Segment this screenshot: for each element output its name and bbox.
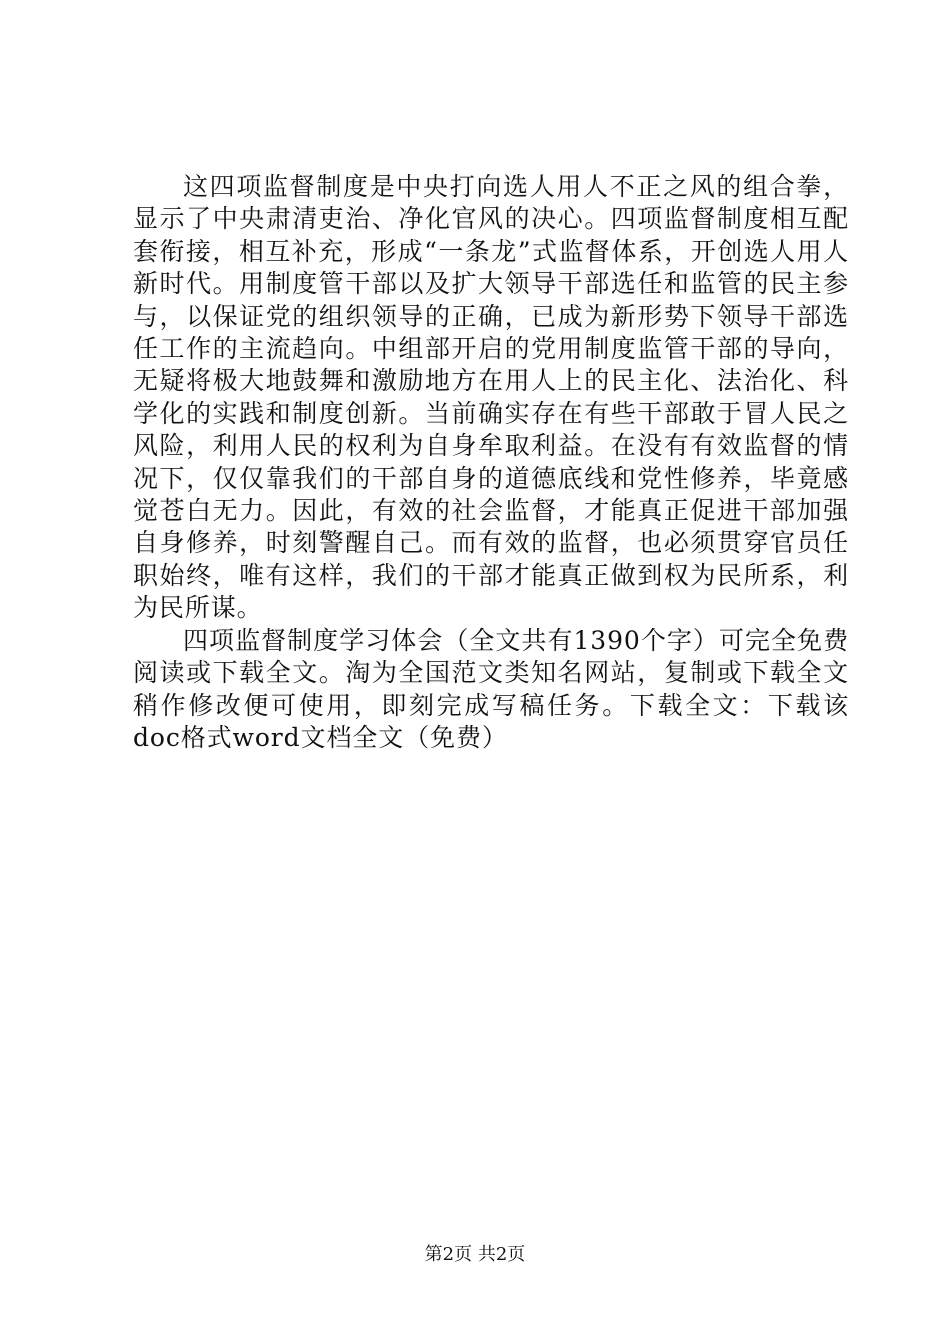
page-number-footer: 第2页 共2页 [424, 1244, 526, 1265]
body-paragraph-2: 四项监督制度学习体会（全文共有1390个字）可完全免费阅读或下载全文。淘为全国范文类知名网站，复制或下载全文稍作修改便可使用，即刻完成写稿任务。下载全文：下载该doc格式word文档全文（免费） [133, 625, 849, 752]
document-body [133, 171, 849, 754]
body-paragraph-1: 这四项监督制度是中央打向选人用人不正之风的组合拳，显示了中央肃清吏治、净化官风的决心。四项监督制度相互配套衔接，相互补充，形成“一条龙”式监督体系，开创选人用人新时代。用制度管干部以及扩大领导干部选任和监管的民主参与，以保证党的组织领导的正确，已成为新形势下领导干部选任工作的主流趋向。中组部开启的党用制度监管干部的导向，无疑将极大地鼓舞和激励地方在用人上的民主化、法治化、科学化的实践和制度创新。当前确实存在有些干部敢于冒人民之风险，利用人民的权利为自身牟取利益。在没有有效监督的情况下，仅仅靠我们的干部自身的道德底线和党性修养，毕竟感觉苍白无力。因此，有效的社会监督，才能真正促进干部加强自身修养，时刻警醒自己。而有效的监督，也必须贯穿官员任职始终，唯有这样，我们的干部才能真正做到权为民所系，利为民所谋。 [133, 172, 849, 623]
